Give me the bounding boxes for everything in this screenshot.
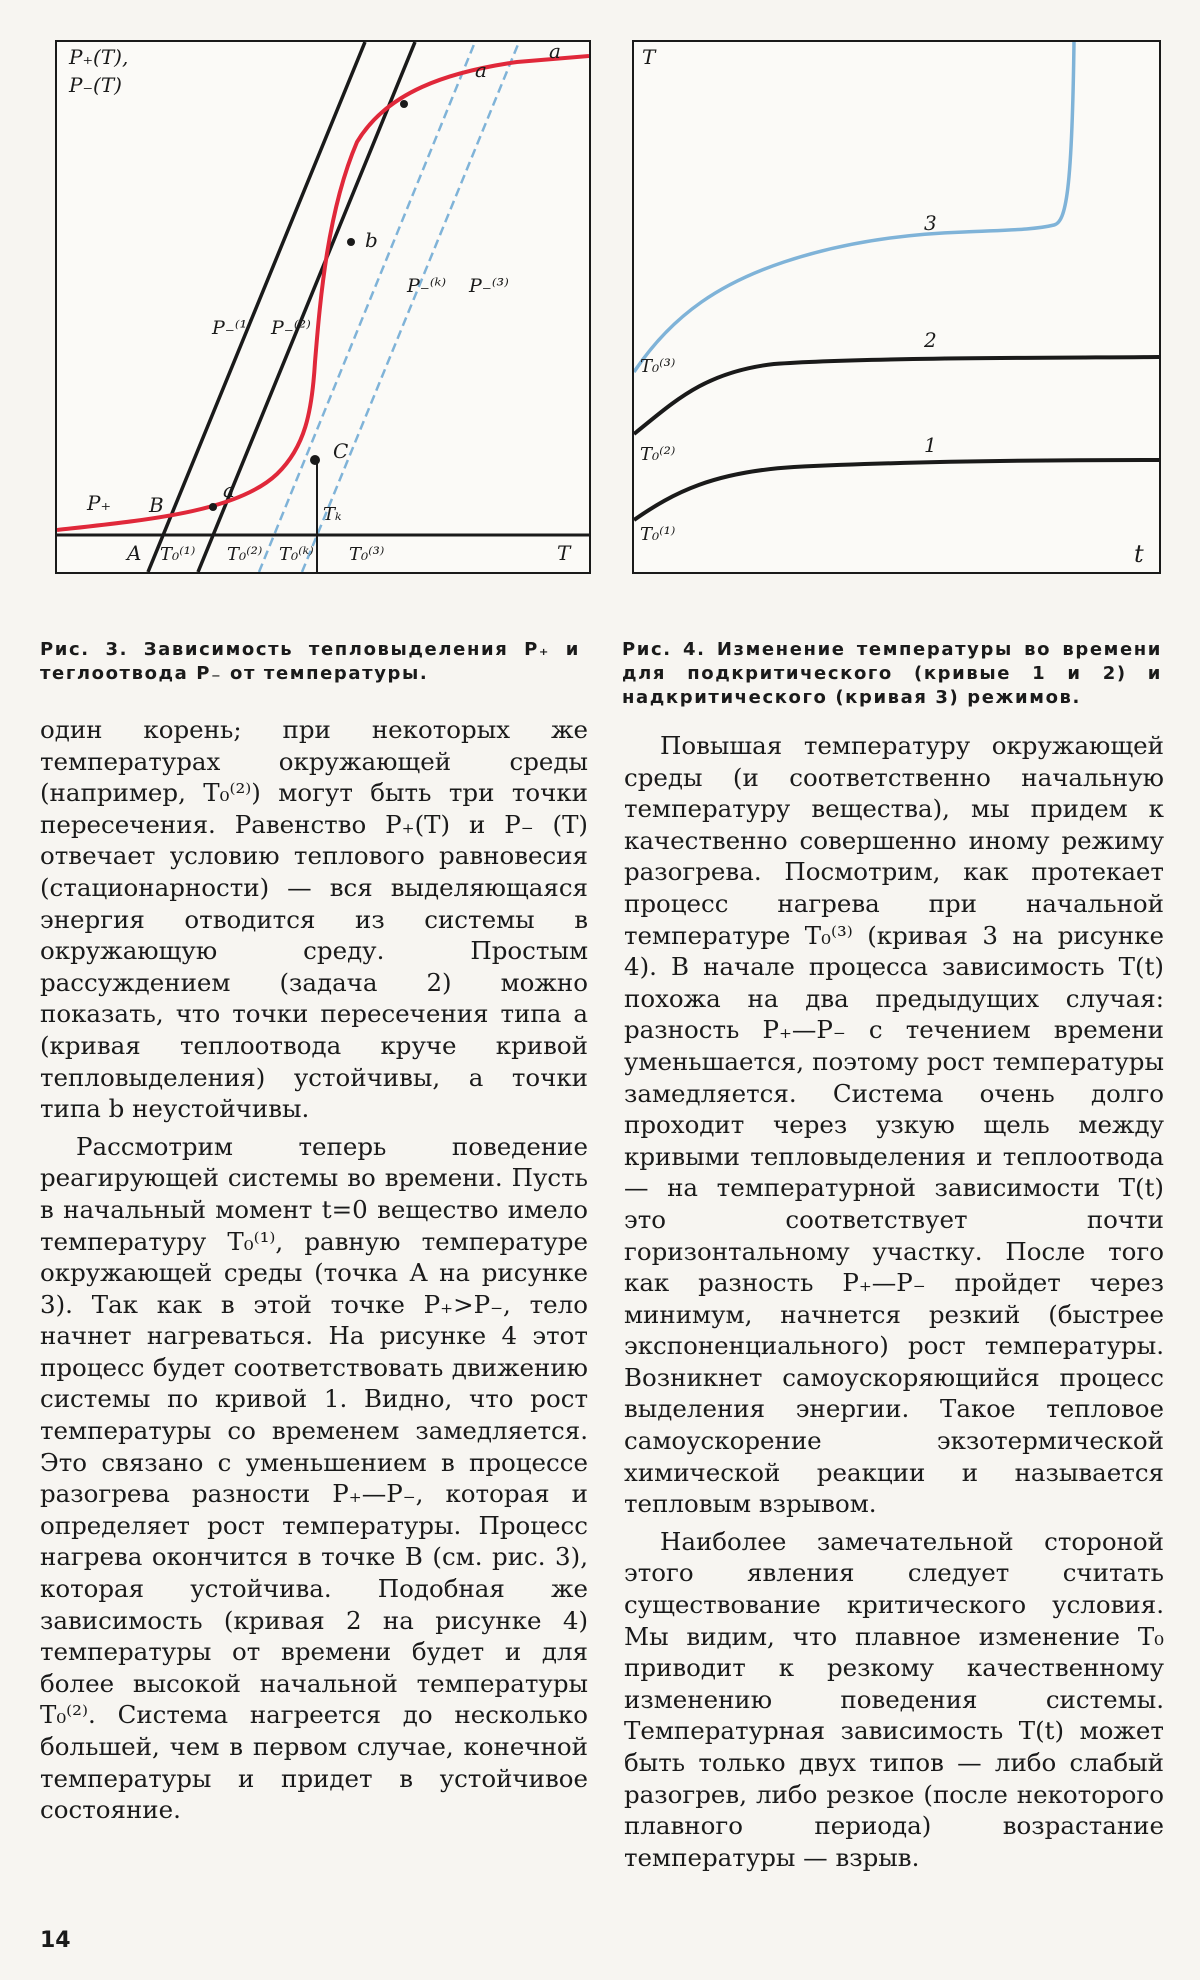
curve-2	[634, 357, 1159, 434]
heat-removal-line-3	[302, 42, 519, 572]
point-a-top-marker	[400, 100, 408, 108]
heat-removal-line-k	[259, 42, 475, 572]
right-paragraph-1: Повышая температуру окружающей среды (и соответственно начальную температуру вещества), мы придем к качественно совершенно иному режиму разогрева. Посмотрим, как протекает процесс нагрева при начальной температуре T₀⁽³⁾ (кривая 3 на рисунке 4). В начале процесса зависимость T(t) похожа на два предыдущих случая: разность P₊—P₋ с течением времени уменьшается, поэтому рост температуры замедляется. Система очень долго проходит через узкую щель между кривыми тепловыделения и теплоотвода — на температурной зависимости T(t) это соответствует почти горизонтальному участку. После того как разность P₊—P₋ пройдет через минимум, начнется резкий (быстрее экспоненциального) рост температуры. Возникнет самоускоряющийся процесс выделения энергии. Такое тепловое самоускорение экзотермической химической реакции и называется тепловым взрывом.	[624, 731, 1164, 1519]
label-t0-3: T₀⁽³⁾	[349, 544, 385, 565]
curve-2-label: 2	[924, 328, 937, 352]
label-p-minus-2: P₋⁽²⁾	[271, 317, 311, 339]
figure-3-caption: Рис. 3. Зависимость тепловыделения P₊ и теглоотвода P₋ от температуры.	[40, 639, 580, 684]
label-p-k: P₋⁽ᵏ⁾	[407, 275, 447, 297]
point-a-low-marker	[209, 503, 217, 511]
x-label: T	[557, 541, 571, 565]
left-paragraph-1: один корень; при некоторых же температурах окружающей среды (например, T₀⁽²⁾) могут быть три точки пересечения. Равенство P₊(T) и P₋ (T) отвечает условию теплового равновесия (стационарности) — вся выделяющаяся энергия отводится из системы в окружающую среду. Простым рассуждением (задача 2) можно показать, что точки пересечения типа a (кривая теплоотвода круче кривой тепловыделения) устойчивы, а точки типа b неустойчивы.	[40, 715, 588, 1124]
label-t0-2: T₀⁽²⁾	[227, 544, 263, 565]
heat-removal-line-1	[148, 42, 365, 572]
page-number: 14	[40, 1928, 71, 1953]
curve-1-label: 1	[924, 433, 937, 457]
label-t0-1: T₀⁽¹⁾	[640, 524, 676, 545]
point-a-top: a	[475, 58, 487, 82]
label-p-minus-1: P₋⁽¹⁾	[212, 317, 252, 339]
label-t0-k: T₀⁽ᵏ⁾	[279, 544, 314, 565]
right-paragraph-2: Наиболее замечательной стороной этого явления следует считать существование критического условия. Мы видим, что плавное изменение T₀ приводит к резкому качественному изменению поведения системы. Температурная зависимость T(t) может быть только двух типов — либо слабый разогрев, либо резкое (после некоторого плавного периода) возрастание температуры — взрыв.	[624, 1526, 1164, 1872]
point-b-marker	[347, 238, 355, 246]
curve-3	[634, 42, 1074, 372]
y-label: T	[642, 45, 656, 69]
point-B: B	[149, 493, 164, 517]
figure-4-caption: Рис. 4. Изменение температуры во времени для подкритического (кривые 1 и 2) и надкритического (кривая 3) режимов.	[622, 639, 1162, 708]
figure-4	[632, 40, 1161, 574]
label-t0-2: T₀⁽²⁾	[640, 444, 676, 465]
y-label-1: P₊(T),	[69, 45, 129, 69]
point-c-marker	[310, 455, 320, 465]
point-b: b	[365, 228, 378, 252]
figure-3	[55, 40, 591, 574]
label-p-plus: P₊	[87, 491, 112, 515]
left-text-column	[40, 714, 588, 1826]
y-label-2: P₋(T)	[69, 73, 122, 97]
point-c: C	[333, 439, 349, 463]
curve-1	[634, 460, 1159, 520]
figure-3-plot	[57, 42, 589, 572]
right-text-column	[624, 730, 1164, 1873]
label-tk: Tₖ	[323, 504, 342, 525]
label-p-3: P₋⁽³⁾	[469, 275, 509, 297]
point-a-low: a	[223, 478, 235, 502]
point-A: A	[127, 541, 142, 565]
label-t0-1: T₀⁽¹⁾	[160, 544, 196, 565]
heat-generation-curve	[57, 56, 589, 530]
label-t0-3: T₀⁽³⁾	[640, 356, 676, 377]
figure-4-plot	[634, 42, 1159, 572]
x-label: t	[1134, 540, 1144, 568]
point-a-top-right: a	[549, 42, 561, 63]
left-paragraph-2: Рассмотрим теперь поведение реагирующей системы во времени. Пусть в начальный момент t=0 вещество имело температуру T₀⁽¹⁾, равную температуре окружающей среды (точка A на рисунке 3). Так как в этой точке P₊>P₋, тело начнет нагреваться. На рисунке 4 этот процесс будет соответствовать движению системы по кривой 1. Видно, что рост температуры со временем замедляется. Это связано с уменьшением в процессе разогрева разности P₊—P₋, которая и определяет рост температуры. Процесс нагрева окончится в точке B (см. рис. 3), которая устойчива. Подобная же зависимость (кривая 2 на рисунке 4) температуры от времени будет и для более высокой начальной температуры T₀⁽²⁾. Система нагреется до несколько большей, чем в первом случае, конечной температуры и придет в устойчивое состояние.	[40, 1131, 588, 1825]
curve-3-label: 3	[924, 211, 937, 235]
